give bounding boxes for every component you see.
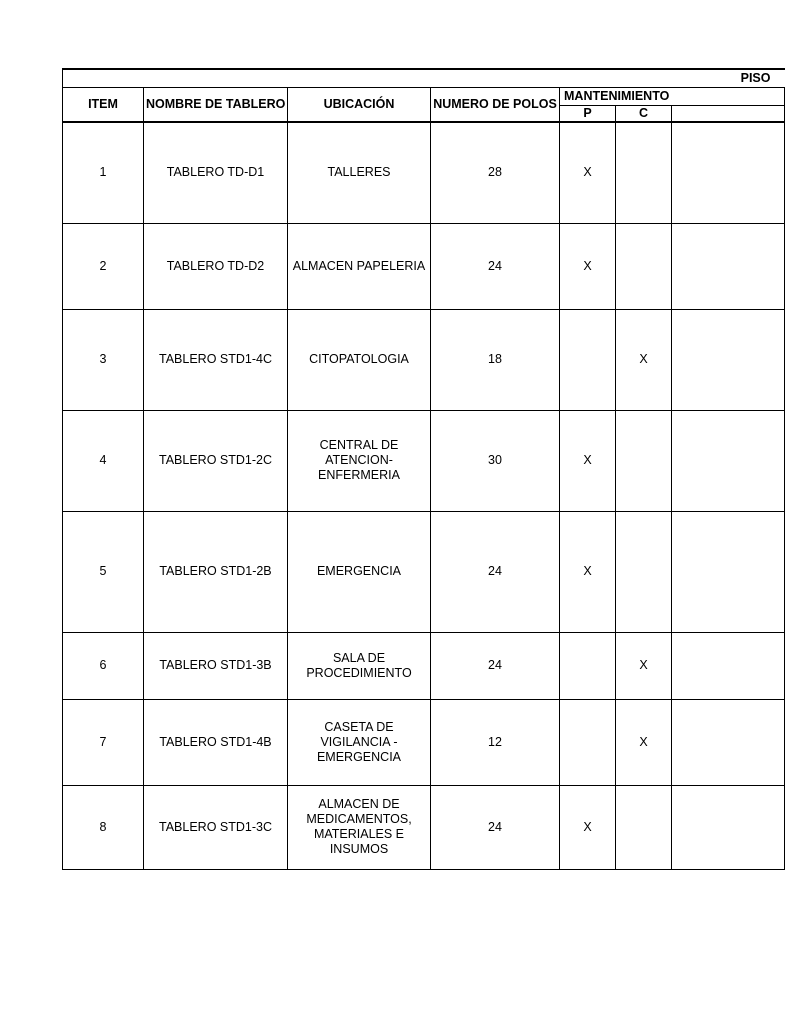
cell-item: 6 [63,632,144,699]
cell-polos: 28 [431,122,560,223]
header-c: C [616,106,672,123]
sheet-title-cell [63,69,785,88]
cell-c [616,122,672,223]
cell-p [560,309,616,410]
header-nombre: NOMBRE DE TABLERO [144,88,288,123]
header-item: ITEM [63,88,144,123]
cell-c: X [616,699,672,785]
cell-ubicacion [288,699,431,785]
cell-extra [672,122,785,223]
cell-polos: 30 [431,410,560,511]
cell-ubicacion: ALMACEN PAPELERIA [288,223,431,309]
cell-p: X [560,122,616,223]
cell-p [560,699,616,785]
table-row [63,223,785,309]
table-row [63,309,785,410]
header-p: P [560,106,616,123]
cell-polos: 12 [431,699,560,785]
cell-ubicacion [288,410,431,511]
cell-ubicacion [288,785,431,869]
cell-nombre: TABLERO STD1-2C [144,410,288,511]
cell-ubicacion: CITOPATOLOGIA [288,309,431,410]
cell-c [616,223,672,309]
cell-item: 1 [63,122,144,223]
cell-nombre: TABLERO TD-D2 [144,223,288,309]
header-mantenimiento-label: MANTENIMIENTO [564,89,670,103]
header-ubicacion: UBICACIÓN [288,88,431,123]
cell-item: 7 [63,699,144,785]
table-row [63,785,785,869]
cell-item: 8 [63,785,144,869]
cell-p: X [560,511,616,632]
cell-ubicacion-text: ALMACEN DE MEDICAMENTOS, MATERIALES E INSUMOS [306,797,412,856]
cell-extra [672,511,785,632]
title-row [63,69,785,88]
cell-item: 4 [63,410,144,511]
cell-c: X [616,632,672,699]
cell-extra [672,785,785,869]
cell-c [616,410,672,511]
cell-ubicacion: TALLERES [288,122,431,223]
cell-nombre: TABLERO STD1-4C [144,309,288,410]
cell-item: 5 [63,511,144,632]
tableros-table [62,68,785,870]
header-polos: NUMERO DE POLOS [431,88,560,123]
cell-nombre: TABLERO STD1-3B [144,632,288,699]
cell-ubicacion: EMERGENCIA [288,511,431,632]
header-blank [672,106,785,123]
cell-p: X [560,410,616,511]
header-mantenimiento [560,88,785,106]
table-row [63,511,785,632]
cell-p: X [560,223,616,309]
cell-extra [672,410,785,511]
cell-extra [672,632,785,699]
cell-ubicacion-text: CENTRAL DE ATENCION-ENFERMERIA [318,438,400,482]
table-viewport [62,68,771,872]
cell-c [616,785,672,869]
cell-item: 2 [63,223,144,309]
cell-extra [672,309,785,410]
cell-nombre: TABLERO STD1-2B [144,511,288,632]
table-row [63,122,785,223]
sheet-title: PISO [740,71,771,85]
cell-ubicacion [288,632,431,699]
cell-polos: 18 [431,309,560,410]
table-row [63,699,785,785]
cell-ubicacion-text: CASETA DE VIGILANCIA - EMERGENCIA [316,719,402,764]
cell-ubicacion-text: SALA DE PROCEDIMIENTO [306,650,412,680]
cell-nombre: TABLERO STD1-4B [144,699,288,785]
header-row-1 [63,88,785,106]
cell-p: X [560,785,616,869]
cell-p [560,632,616,699]
cell-polos: 24 [431,223,560,309]
cell-polos: 24 [431,511,560,632]
cell-c: X [616,309,672,410]
cell-polos: 24 [431,632,560,699]
cell-c [616,511,672,632]
table-row [63,632,785,699]
cell-item: 3 [63,309,144,410]
cell-polos: 24 [431,785,560,869]
cell-nombre: TABLERO STD1-3C [144,785,288,869]
cell-extra [672,699,785,785]
cell-extra [672,223,785,309]
table-row [63,410,785,511]
cell-nombre: TABLERO TD-D1 [144,122,288,223]
